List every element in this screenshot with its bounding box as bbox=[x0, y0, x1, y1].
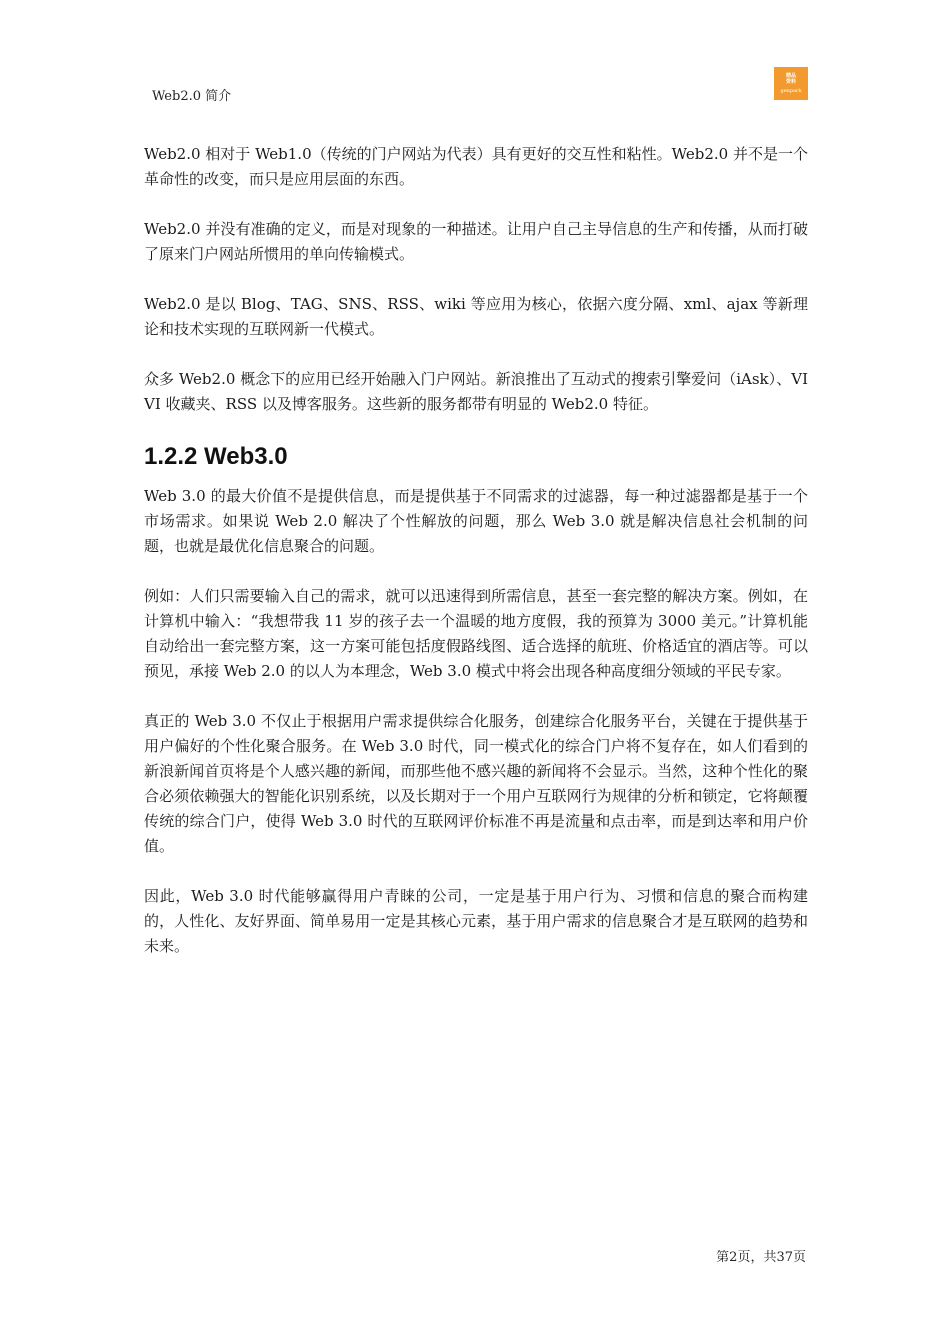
paragraph-web30-value: Web 3.0 的最大价值不是提供信息，而是提供基于不同需求的过滤器，每一种过滤器都是基于一个市场需求。如果说 Web 2.0 解决了个性解放的问题，那么 Web 3.0 就是解决信息社会机制的问题，也就是最优化信息聚合的问题。 bbox=[144, 487, 808, 555]
paragraph-web20-portals: 众多 Web2.0 概念下的应用已经开始融入门户网站。新浪推出了互动式的搜索引擎爱问（iAsk）、VIVI 收藏夹、RSS 以及博客服务。这些新的服务都带有明显的 Web2.0 特征。 bbox=[144, 370, 808, 413]
paragraph-web30-example: 例如：人们只需要输入自己的需求，就可以迅速得到所需信息，甚至一套完整的解决方案。例如，在计算机中输入：“我想带我 11 岁的孩子去一个温暖的地方度假，我的预算为 3000 美元。”计算机能自动给出一套完整方案，这一方案可能包括度假路线图、适合选择的航班、价格适宜的酒店等。可以预见，承接 Web 2.0 的以人为本理念，Web 3.0 模式中将会出现各种高度细分领域的平民专家。 bbox=[144, 587, 808, 680]
logo-text-top: 精品 bbox=[785, 73, 796, 79]
section-heading-web30: 1.2.2 Web3.0 bbox=[144, 443, 288, 470]
paragraph-web20-interactivity: Web2.0 相对于 Web1.0（传统的门户网站为代表）具有更好的交互性和粘性。Web2.0 并不是一个革命性的改变，而只是应用层面的东西。 bbox=[144, 145, 808, 188]
paragraph-web30-conclusion: 因此，Web 3.0 时代能够赢得用户青睐的公司，一定是基于用户行为、习惯和信息的聚合而构建的，人性化、友好界面、简单易用一定是其核心元素，基于用户需求的信息聚合才是互联网的趋势和未来。 bbox=[144, 887, 808, 955]
paragraph-web20-definition: Web2.0 并没有准确的定义，而是对现象的一种描述。让用户自己主导信息的生产和传播，从而打破了原来门户网站所惯用的单向传输模式。 bbox=[144, 220, 808, 263]
publisher-logo bbox=[774, 67, 808, 100]
document-body bbox=[144, 142, 808, 984]
paragraph-web20-core-apps: Web2.0 是以 Blog、TAG、SNS、RSS、wiki 等应用为核心，依据六度分隔、xml、ajax 等新理论和技术实现的互联网新一代模式。 bbox=[144, 295, 808, 338]
logo-text-mid: 资料 bbox=[785, 79, 796, 85]
logo-text-bottom: genpark bbox=[780, 88, 802, 94]
page-number: 第2页，共37页 bbox=[716, 1250, 806, 1265]
paragraph-web30-personalization: 真正的 Web 3.0 不仅止于根据用户需求提供综合化服务，创建综合化服务平台，关键在于提供基于用户偏好的个性化聚合服务。在 Web 3.0 时代，同一模式化的综合门户将不复存在，如人们看到的新浪新闻首页将是个人感兴趣的新闻，而那些他不感兴趣的新闻将不会显示。当然，这种个性化的聚合必须依赖强大的智能化识别系统，以及长期对于一个用户互联网行为规律的分析和锁定，它将颠覆传统的综合门户，使得 Web 3.0 时代的互联网评价标准不再是流量和点击率，而是到达率和用户价值。 bbox=[144, 712, 808, 855]
page-header-title: Web2.0 简介 bbox=[152, 89, 232, 104]
